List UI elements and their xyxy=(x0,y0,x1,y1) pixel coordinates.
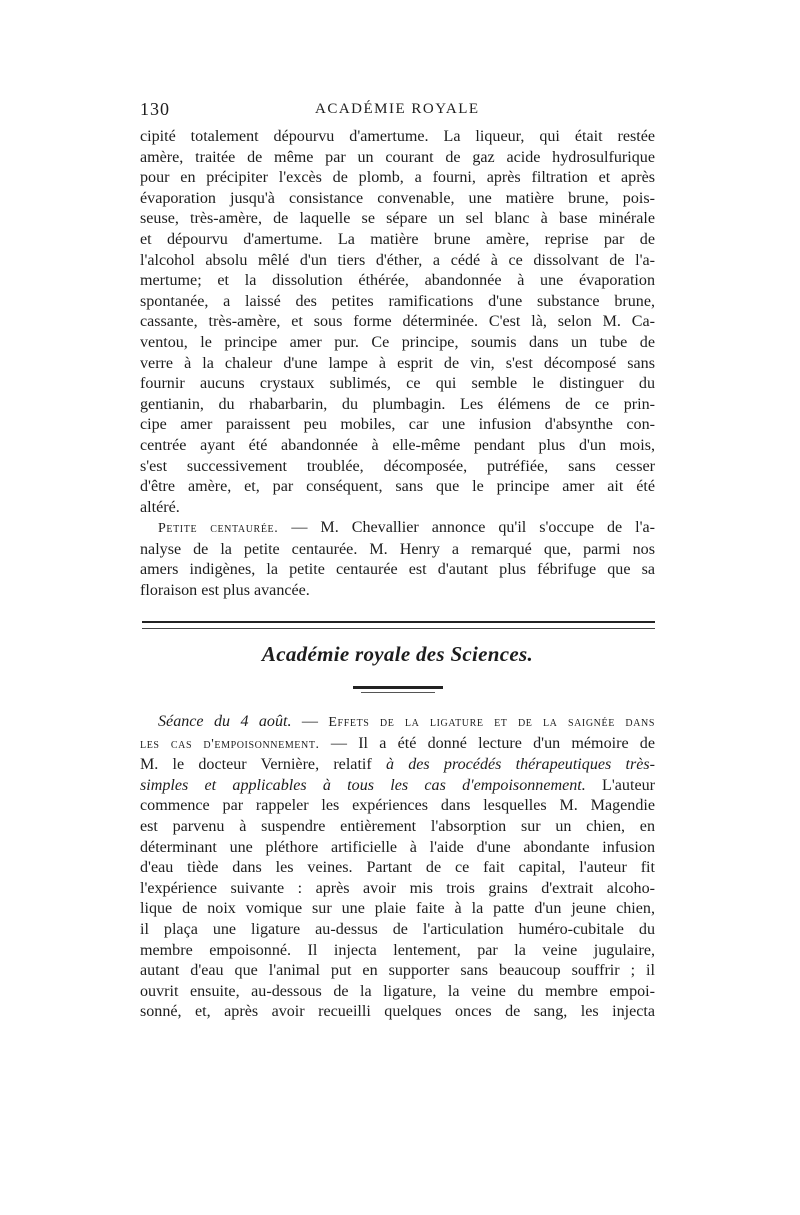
memoir-title-continued: simples et applicables à tous les cas d'empoisonnement. xyxy=(140,776,586,794)
text-line xyxy=(140,755,655,776)
text-line: autant d'eau que l'animal put en supporter sans beaucoup souffrir ; il xyxy=(140,962,655,980)
text-line xyxy=(140,776,655,797)
text-line: s'est successivement troublée, décomposée, putréfiée, sans cesser xyxy=(140,457,655,475)
entry-heading: Effets de la ligature et de la saignée dans xyxy=(328,715,656,730)
paragraph-petite-centauree xyxy=(140,518,655,601)
text-line: altéré. xyxy=(140,498,180,516)
text-line: mertume; et la dissolution éthérée, abandonnée à une évaporation xyxy=(140,272,655,290)
section-divider xyxy=(142,621,655,629)
text-line: cipe amer paraissent peu mobiles, car une infusion d'absynthe con- xyxy=(140,416,655,434)
text-line: il plaça une ligature au-dessus de l'articulation huméro-cubitale du xyxy=(140,920,655,938)
text-line: ouvrit ensuite, au-dessous de la ligature, la veine du membre empoi- xyxy=(140,982,655,1000)
text-line: gentianin, du rhabarbarin, du plumbagin. Les élémens de ce prin- xyxy=(140,395,655,413)
text-line: centrée ayant été abandonnée à elle-même pendant plus d'un mois, xyxy=(140,436,655,454)
running-head: ACADÉMIE ROYALE xyxy=(315,101,480,117)
text-line: sonné, et, après avoir recueilli quelques onces de sang, les injecta xyxy=(140,1003,655,1021)
text-line: verre à la chaleur d'une lampe à esprit de vin, s'est décomposé sans xyxy=(140,354,655,372)
text-fragment: — xyxy=(291,713,329,730)
entry-heading-continued: les cas d'empoisonnement. xyxy=(140,736,320,752)
title-ornament-rule xyxy=(353,686,443,689)
text-line xyxy=(140,734,655,756)
text-line: et dépourvu d'amertume. La matière brune amère, reprise par de xyxy=(140,230,655,248)
text-line: lique de noix vomique sur une plaie faite à la patte d'un jeune chien, xyxy=(140,900,655,918)
text-line: membre empoisonné. Il injecta lentement, par la veine jugulaire, xyxy=(140,941,655,959)
page-number: 130 xyxy=(140,99,170,119)
text-line: ventou, le principe amer pur. Ce principe, soumis dans un tube de xyxy=(140,333,655,351)
text-line: spontanée, a laissé des petites ramifications d'une substance brune, xyxy=(140,292,655,310)
text-fragment: — Il a été donné lecture d'un mémoire de xyxy=(319,734,655,752)
text-line: amers indigènes, la petite centaurée est d'autant plus fébrifuge que sa xyxy=(140,561,655,579)
text-line xyxy=(140,518,655,540)
text-line: seuse, très-amère, de laquelle se sépare un sel blanc à base minérale xyxy=(140,210,655,228)
text-line: amère, traitée de même par un courant de gaz acide hydrosulfurique xyxy=(140,148,655,166)
text-fragment: — M. Chevallier annonce qu'il s'occupe de l'a- xyxy=(278,519,656,536)
text-line: l'alcohol absolu mêlé d'un tiers d'éther, a cédé à ce dissolvant de l'a- xyxy=(140,251,655,269)
text-line: pour en précipiter l'excès de plomb, a fourni, après filtration et après xyxy=(140,169,655,187)
paragraph-seance-4-aout xyxy=(140,712,655,1023)
text-line: l'expérience suivante : après avoir mis trois grains d'extrait alcoho- xyxy=(140,879,655,897)
text-fragment: M. le docteur Vernière, relatif xyxy=(140,756,386,774)
text-line xyxy=(140,712,655,734)
text-line: d'être amère, et, par conséquent, sans que le principe amer ait été xyxy=(140,478,655,496)
paragraph-principe-amer xyxy=(140,127,655,518)
text-line: déterminant une pléthore artificielle à l'aide d'une abondante infusion xyxy=(140,838,655,856)
text-fragment: L'auteur xyxy=(585,776,655,794)
text-line: est parvenu à suspendre entièrement l'absorption sur un chien, en xyxy=(140,817,655,835)
entry-heading: Petite centaurée. xyxy=(158,521,279,536)
session-date: Séance du 4 août. xyxy=(158,713,292,730)
text-line: évaporation jusqu'à consistance convenable, une matière brune, pois- xyxy=(140,189,655,207)
memoir-title: à des procédés thérapeutiques très- xyxy=(385,756,655,774)
text-line: cassante, très-amère, et sous forme déterminée. C'est là, selon M. Ca- xyxy=(140,313,655,331)
text-line: d'eau tiède dans les veines. Partant de ce fait capital, l'auteur fit xyxy=(140,859,655,877)
page-header xyxy=(140,99,655,123)
text-line: floraison est plus avancée. xyxy=(140,581,310,599)
text-line: nalyse de la petite centaurée. M. Henry a remarqué que, parmi nos xyxy=(140,540,655,558)
text-line: commence par rappeler les expériences dans lesquelles M. Magendie xyxy=(140,797,655,815)
text-line: cipité totalement dépourvu d'amertume. La liqueur, qui était restée xyxy=(140,128,655,145)
text-line: fournir aucuns crystaux sublimés, ce qui semble le distinguer du xyxy=(140,375,655,393)
section-title: Académie royale des Sciences. xyxy=(261,642,534,666)
